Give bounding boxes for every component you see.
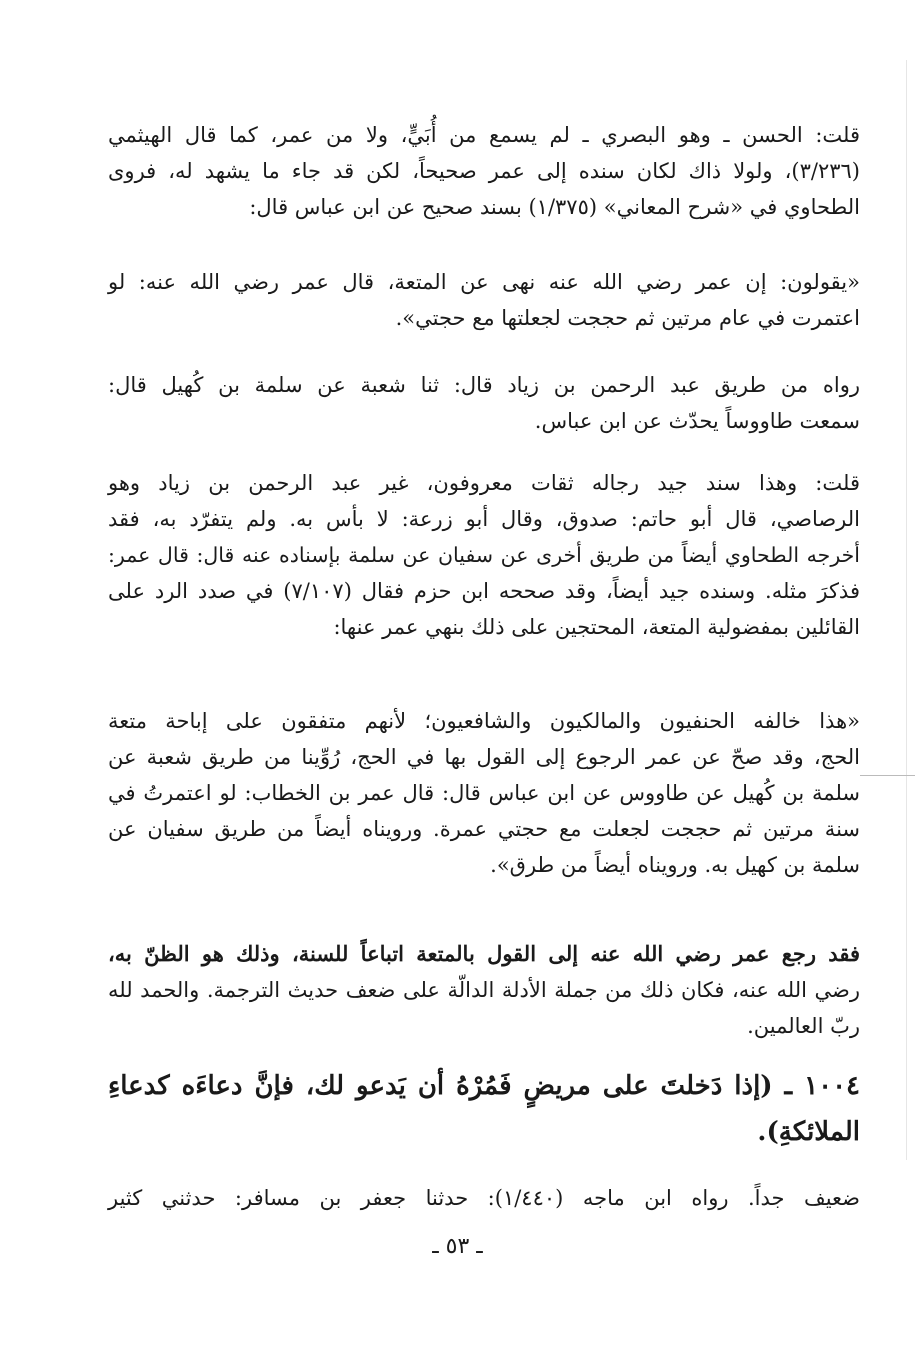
text-line: أخرجه الطحاوي أيضاً من طريق أخرى عن سفيان عن سلمة بإسناده عنه قال: قال عمر: <box>108 543 860 567</box>
text-line: الرصاصي، قال أبو حاتم: صدوق، وقال أبو زرعة: لا بأس به. ولم يتفرّد به، فقد <box>108 507 860 531</box>
paragraph-haythami-note <box>108 117 860 225</box>
page-number: ـ ٥٣ ـ <box>432 1234 483 1259</box>
text-line: قلت: وهذا سند جيد رجاله ثقات معروفون، غير عبد الرحمن بن زياد وهو <box>108 471 860 495</box>
text-line: «هذا خالفه الحنفيون والمالكيون والشافعيون؛ لأنهم متفقون على إباحة متعة <box>108 709 860 733</box>
paragraph-sanad-evaluation <box>108 465 860 645</box>
paragraph-conclusion <box>108 936 860 1044</box>
text-line: سلمة بن كُهيل عن طاووس عن ابن عباس قال: قال عمر بن الخطاب: لو اعتمرتُ في <box>108 781 860 805</box>
text-line: فذكرَ مثله. وسنده جيد أيضاً، وقد صححه ابن حزم فقال (٧/١٠٧) في صدد الرد على <box>108 579 860 603</box>
text-line: اعتمرت في عام مرتين ثم حججت لجعلتها مع حجتي». <box>395 306 860 330</box>
quote-ibn-abbas <box>108 264 860 336</box>
margin-mark <box>860 775 915 776</box>
quote-ibn-hazm <box>108 703 860 883</box>
text-line: ضعيف جداً. رواه ابن ماجه (١/٤٤٠): حدثنا جعفر بن مسافر: حدثني كثير <box>108 1186 860 1210</box>
page-edge-shadow <box>906 60 907 1160</box>
text-line: الطحاوي في «شرح المعاني» (١/٣٧٥) بسند صحيح عن ابن عباس قال: <box>249 195 860 219</box>
text-line: الحج، وقد صحّ عن عمر الرجوع إلى القول بها في الحج، رُوِّينا من طريق شعبة عن <box>108 745 860 769</box>
text-line: (٣/٢٣٦)، ولولا ذاك لكان سنده إلى عمر صحيحاً، لكن قد جاء ما يشهد له، فروى <box>108 159 860 183</box>
bold-conclusion-line: فقد رجع عمر رضي الله عنه إلى القول بالمتعة اتباعاً للسنة، وذلك هو الظنّ به، <box>108 941 860 966</box>
text-line: سلمة بن كهيل به. ورويناه أيضاً من طرق». <box>490 853 860 877</box>
text-line: رواه من طريق عبد الرحمن بن زياد قال: ثنا شعبة عن سلمة بن كُهيل قال: <box>108 373 860 397</box>
paragraph-isnad <box>108 367 860 439</box>
text-line: «يقولون: إن عمر رضي الله عنه نهى عن المتعة، قال عمر رضي الله عنه: لو <box>108 270 860 294</box>
text-line: سنة مرتين ثم حججت لجعلت مع حجتي عمرة. ورويناه أيضاً من طريق سفيان عن <box>108 817 860 841</box>
heading-line: الملائكةِ). <box>757 1117 860 1147</box>
text-line: القائلين بمفضولية المتعة، المحتجين على ذلك بنهي عمر عنها: <box>333 615 860 639</box>
hadith-heading-1004 <box>108 1063 860 1155</box>
text-line: ربّ العالمين. <box>747 1014 860 1038</box>
heading-line: ١٠٠٤ ـ (إذا دَخلتَ على مريضٍ فَمُرْهُ أن يَدعو لك، فإنَّ دعاءَه كدعاءِ <box>108 1071 860 1101</box>
text-line: رضي الله عنه، فكان ذلك من جملة الأدلة الدالّة على ضعف حديث الترجمة. والحمد لله <box>108 978 860 1002</box>
paragraph-grading <box>108 1180 860 1216</box>
text-line: قلت: الحسن ـ وهو البصري ـ لم يسمع من أُبَيٍّ، ولا من عمر، كما قال الهيثمي <box>108 123 860 147</box>
text-line: سمعت طاووساً يحدّث عن ابن عباس. <box>534 409 860 433</box>
